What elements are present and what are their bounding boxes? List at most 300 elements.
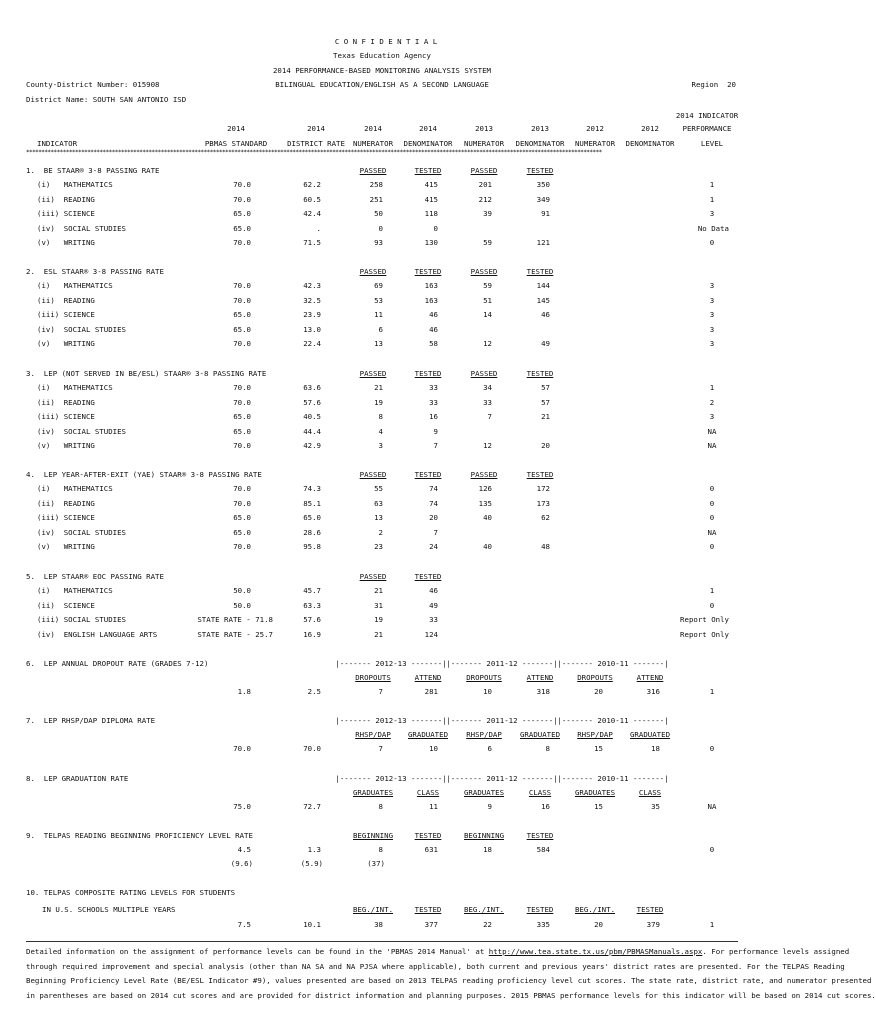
cell-value: 11 <box>429 802 438 811</box>
cell-d14: 24 <box>429 542 438 551</box>
column-subheader: ATTEND <box>414 673 442 682</box>
col-den12-year: 2012 <box>641 124 659 133</box>
cell-n13: 126 <box>478 484 492 494</box>
indicator-row-label: (ii) READING <box>37 397 95 407</box>
cell-value: 22 <box>483 920 492 929</box>
cell-value: 584 <box>536 845 550 854</box>
cell-d14: 46 <box>429 310 438 320</box>
cell-n14: 21 <box>374 586 383 596</box>
column-subheader: BEGINNING <box>352 831 394 840</box>
column-subheader: RHSP/DAP <box>466 730 502 739</box>
column-subheader: TESTED <box>526 831 554 840</box>
cell-std: 65.0 <box>233 527 251 537</box>
cell-d13: 48 <box>541 542 550 551</box>
column-subheader-passed: PASSED <box>359 572 387 581</box>
performance-level: 1 <box>709 194 715 204</box>
cell-n14: 55 <box>374 484 383 494</box>
year-range-bracket: |------- 2010-11 -------| <box>557 716 669 725</box>
cell-n13: 40 <box>483 542 492 551</box>
cell-d13: 91 <box>541 209 550 219</box>
footer-note-line3: Beginning Proficiency Level Rate (BE/ESL Indicator #9), values presented are based on 2013 TELPAS reading proficiency level cut scores. The state rate, district rate, and numerator presented <box>26 976 872 985</box>
indicator-row-label: (iii) SCIENCE <box>37 310 95 320</box>
performance-level: 3 <box>709 281 715 291</box>
column-subheader: ATTEND <box>636 673 664 682</box>
performance-level: 1 <box>709 687 715 696</box>
column-subheader-tested: TESTED <box>414 572 442 581</box>
cell-d14: 163 <box>424 295 438 305</box>
cell-value: 335 <box>536 920 550 929</box>
column-subheader: TESTED <box>526 905 554 914</box>
column-subheader: DROPOUTS <box>466 673 502 682</box>
col-num12-year: 2012 <box>586 124 604 133</box>
column-subheader: DROPOUTS <box>577 673 613 682</box>
cell-n13: 34 <box>483 383 492 393</box>
cell-value: 6 <box>487 744 492 753</box>
indicator-row-label: (v) WRITING <box>37 542 95 551</box>
cell-value: 9 <box>487 802 492 811</box>
column-subheader: TESTED <box>414 905 442 914</box>
year-range-bracket: |------- 2011-12 -------| <box>446 659 558 668</box>
indicator-row-label: (iv) ENGLISH LANGUAGE ARTS <box>37 629 158 639</box>
cell-value: 18 <box>483 845 492 854</box>
cell-value: 10 <box>429 744 438 753</box>
cell-d14: 7 <box>433 441 438 450</box>
cell-rate: 62.2 <box>303 180 321 190</box>
cell-value: 7 <box>378 744 383 753</box>
col-num14: NUMERATOR <box>352 139 394 148</box>
year-range-bracket: |------- 2012-13 -------| <box>335 716 447 725</box>
indicator-row-label: (i) MATHEMATICS <box>37 586 113 596</box>
cell-d14: 7 <box>433 527 438 537</box>
cell-n13: 212 <box>478 194 492 204</box>
column-subheader-passed: PASSED <box>359 267 387 276</box>
cell-rate: 95.8 <box>303 542 321 551</box>
performance-level: NA <box>707 426 717 436</box>
cell-value: 18 <box>651 744 660 753</box>
column-subheader-tested: TESTED <box>526 470 554 479</box>
performance-level: Report Only <box>680 629 729 639</box>
cell-n14: 69 <box>374 281 383 291</box>
cell-n13: 7 <box>487 412 492 422</box>
cell-d14: 58 <box>429 339 438 348</box>
cell-n13: 12 <box>483 441 492 450</box>
cell-value: 1.3 <box>307 845 321 854</box>
cell-std: 65.0 <box>233 209 251 219</box>
column-subheader: GRADUATES <box>352 788 394 797</box>
cell-value: 20 <box>594 687 603 696</box>
cell-std: 65.0 <box>233 412 251 422</box>
cell-d13: 20 <box>541 441 550 450</box>
cell-n13: 39 <box>483 209 492 219</box>
indicator-row-label: (i) MATHEMATICS <box>37 180 113 190</box>
cell-d14: 46 <box>429 324 438 334</box>
performance-level: 3 <box>709 209 715 219</box>
year-range-bracket: |------- 2012-13 -------| <box>335 659 447 668</box>
column-subheader: BEG./INT. <box>574 905 616 914</box>
indicator-section-title: 7. LEP RHSP/DAP DIPLOMA RATE <box>26 716 156 725</box>
cell-value: 377 <box>424 920 438 929</box>
indicator-row-label: (v) WRITING <box>37 238 95 247</box>
cell-std: STATE RATE - 71.8 <box>197 615 273 625</box>
cell-std: 70.0 <box>233 397 251 407</box>
performance-level: 0 <box>709 600 715 610</box>
cell-value: 16 <box>541 802 550 811</box>
cell-value: 8 <box>378 845 383 854</box>
cell-d14: 49 <box>429 600 438 610</box>
cell-value: 8 <box>545 744 550 753</box>
cell-std: 70.0 <box>233 542 251 551</box>
cell-n14: 21 <box>374 629 383 639</box>
cell-d13: 21 <box>541 412 550 422</box>
cell-value: 318 <box>536 687 550 696</box>
column-subheader: GRADUATED <box>519 730 561 739</box>
indicator-row-label: (iv) SOCIAL STUDIES <box>37 324 126 334</box>
performance-level: No Data <box>697 223 729 233</box>
cell-rate: . <box>316 223 321 233</box>
performance-level: 1 <box>709 920 715 929</box>
column-subheader: CLASS <box>528 788 552 797</box>
confidential-banner: C O N F I D E N T I A L <box>334 37 438 46</box>
cell-value: 72.7 <box>303 802 321 811</box>
col-num13: NUMERATOR <box>463 139 505 148</box>
column-subheader-tested: TESTED <box>414 470 442 479</box>
cell-std: 70.0 <box>233 383 251 393</box>
column-subheader: CLASS <box>416 788 440 797</box>
cell-d13: 62 <box>541 513 550 523</box>
cell-d13: 350 <box>536 180 550 190</box>
cell-n13: 40 <box>483 513 492 523</box>
column-subheader-passed: PASSED <box>470 369 498 378</box>
cell-value: 10.1 <box>303 920 321 929</box>
col-standard: PBMAS STANDARD <box>204 139 268 148</box>
footer-note-line2: through required improvement and special analysis (other than NA SA and NA PJSA where applicable), both current and previous years' district rates are presented. For the TELPAS Reading <box>26 962 845 971</box>
cell-value: 10 <box>483 687 492 696</box>
cell-d13: 57 <box>541 383 550 393</box>
cell-std: 65.0 <box>233 324 251 334</box>
column-subheader: GRADUATES <box>574 788 616 797</box>
column-subheader-passed: PASSED <box>359 369 387 378</box>
column-subheader: ATTEND <box>526 673 554 682</box>
column-subheader-passed: PASSED <box>470 470 498 479</box>
cell-n14: 6 <box>378 324 383 334</box>
cell-std: 70.0 <box>233 498 251 508</box>
indicator-row-label: (iii) SCIENCE <box>37 513 95 523</box>
indicator-row-label: (v) WRITING <box>37 441 95 450</box>
footer-rule <box>26 941 738 942</box>
col-num14-year: 2014 <box>364 124 382 133</box>
cell-rate: 42.3 <box>303 281 321 291</box>
cell-n14: 258 <box>369 180 383 190</box>
col-level-line1: 2014 INDICATOR <box>675 111 739 120</box>
cell-rate: 63.3 <box>303 600 321 610</box>
column-subheader-passed: PASSED <box>470 166 498 175</box>
indicator-row-label: (iv) SOCIAL STUDIES <box>37 527 126 537</box>
cell-d14: 9 <box>433 426 438 436</box>
pbmas-manual-link[interactable]: http://www.tea.state.tx.us/pbm/PBMASManuals.aspx <box>488 947 703 956</box>
col-rate-year: 2014 <box>307 124 325 133</box>
cell-n14: 4 <box>378 426 383 436</box>
indicator-section-title: 2. ESL STAAR® 3-8 PASSING RATE <box>26 267 164 276</box>
col-level-line2: PERFORMANCE <box>682 124 732 133</box>
year-range-bracket: |------- 2011-12 -------| <box>446 774 558 783</box>
cell-d14: 74 <box>429 484 438 494</box>
cell-value: 20 <box>594 920 603 929</box>
indicator-row-label: (ii) READING <box>37 498 95 508</box>
column-subheader-tested: TESTED <box>414 166 442 175</box>
cell-std: 65.0 <box>233 310 251 320</box>
cell-d14: 33 <box>429 397 438 407</box>
cell-value: 7.5 <box>237 920 251 929</box>
performance-level: 2 <box>709 397 715 407</box>
column-subheader: TESTED <box>636 905 664 914</box>
cell-n13: 59 <box>483 281 492 291</box>
cell-d14: 20 <box>429 513 438 523</box>
program-title: BILINGUAL EDUCATION/ENGLISH AS A SECOND LANGUAGE <box>275 80 489 89</box>
column-subheader: TESTED <box>414 831 442 840</box>
cell-rate: 71.5 <box>303 238 321 247</box>
indicator-row-label: (ii) READING <box>37 194 95 204</box>
indicator-section-title: 6. LEP ANNUAL DROPOUT RATE (GRADES 7-12) <box>26 659 209 668</box>
cell-d14: 130 <box>424 238 438 247</box>
col-den14: DENOMINATOR <box>403 139 453 148</box>
indicator-section-title: 8. LEP GRADUATION RATE <box>26 774 129 783</box>
col-indicator: INDICATOR <box>37 139 78 148</box>
cell-2014-cut-score: (9.6) <box>230 859 253 868</box>
performance-level: Report Only <box>680 615 729 625</box>
column-subheader-passed: PASSED <box>470 267 498 276</box>
cell-std: 70.0 <box>233 194 251 204</box>
performance-level: 0 <box>709 542 715 551</box>
cell-rate: 28.6 <box>303 527 321 537</box>
cell-rate: 74.3 <box>303 484 321 494</box>
performance-level: 1 <box>709 383 715 393</box>
cell-n14: 63 <box>374 498 383 508</box>
cell-2014-cut-score: (37) <box>367 859 385 868</box>
cell-value: 70.0 <box>233 744 251 753</box>
column-subheader-tested: TESTED <box>414 369 442 378</box>
year-range-bracket: |------- 2010-11 -------| <box>557 659 669 668</box>
performance-level: 0 <box>709 484 715 494</box>
performance-level: 0 <box>709 845 715 854</box>
performance-level: 0 <box>709 744 715 753</box>
column-subheader: BEG./INT. <box>352 905 394 914</box>
cell-rate: 85.1 <box>303 498 321 508</box>
col-num12: NUMERATOR <box>574 139 616 148</box>
cell-rate: 44.4 <box>303 426 321 436</box>
performance-level: 3 <box>709 295 715 305</box>
cell-n14: 93 <box>374 238 383 247</box>
column-subheader: CLASS <box>638 788 662 797</box>
column-subheader: BEGINNING <box>463 831 505 840</box>
column-subheader: BEG./INT. <box>463 905 505 914</box>
cell-std: 50.0 <box>233 600 251 610</box>
cell-rate: 23.9 <box>303 310 321 320</box>
cell-n13: 135 <box>478 498 492 508</box>
cell-std: 50.0 <box>233 586 251 596</box>
year-range-bracket: |------- 2012-13 -------| <box>335 774 447 783</box>
cell-n14: 3 <box>378 441 383 450</box>
cell-std: 70.0 <box>233 180 251 190</box>
cell-n14: 0 <box>378 223 383 233</box>
performance-level: 0 <box>709 513 715 523</box>
col-level-line3: LEVEL <box>700 139 724 148</box>
footer-note-line1: Detailed information on the assignment of performance levels can be found in the 'PBMAS 2014 Manual' at http://www.tea.state.tx.us/pbm/PBMASManuals.aspx. For performance levels assigned <box>26 947 850 956</box>
cell-rate: 57.6 <box>303 397 321 407</box>
indicator-row-label: (i) MATHEMATICS <box>37 281 113 291</box>
cell-value: 1.8 <box>237 687 251 696</box>
cell-d14: 33 <box>429 383 438 393</box>
cell-n14: 50 <box>374 209 383 219</box>
cell-rate: 40.5 <box>303 412 321 422</box>
performance-level: NA <box>707 441 717 450</box>
column-subheader: GRADUATED <box>407 730 449 739</box>
column-subheader-passed: PASSED <box>359 166 387 175</box>
indicator-section-title-cont: IN U.S. SCHOOLS MULTIPLE YEARS <box>42 905 176 914</box>
cell-std: 70.0 <box>233 238 251 247</box>
cell-d13: 46 <box>541 310 550 320</box>
cell-2014-cut-score: (5.9) <box>300 859 323 868</box>
indicator-section-title: 5. LEP STAAR® EOC PASSING RATE <box>26 572 164 581</box>
cell-d13: 173 <box>536 498 550 508</box>
cell-d14: 33 <box>429 615 438 625</box>
cell-d14: 16 <box>429 412 438 422</box>
cell-n14: 8 <box>378 412 383 422</box>
cell-value: 2.5 <box>307 687 321 696</box>
cell-d13: 57 <box>541 397 550 407</box>
cell-d14: 415 <box>424 194 438 204</box>
cell-rate: 63.6 <box>303 383 321 393</box>
cell-rate: 16.9 <box>303 629 321 639</box>
indicator-row-label: (iv) SOCIAL STUDIES <box>37 426 126 436</box>
performance-level: NA <box>707 527 717 537</box>
cell-n14: 13 <box>374 339 383 348</box>
cell-n14: 13 <box>374 513 383 523</box>
cell-std: 70.0 <box>233 441 251 450</box>
performance-level: 1 <box>709 586 715 596</box>
county-district-number: County-District Number: 015908 <box>26 80 160 89</box>
cell-d13: 49 <box>541 339 550 348</box>
cell-n14: 19 <box>374 397 383 407</box>
performance-level: 3 <box>709 310 715 320</box>
district-name: District Name: SOUTH SAN ANTONIO ISD <box>26 95 187 104</box>
cell-value: 15 <box>594 744 603 753</box>
cell-rate: 42.4 <box>303 209 321 219</box>
cell-d14: 118 <box>424 209 438 219</box>
indicator-row-label: (i) MATHEMATICS <box>37 484 113 494</box>
column-subheader-tested: TESTED <box>526 369 554 378</box>
cell-n14: 251 <box>369 194 383 204</box>
cell-d14: 46 <box>429 586 438 596</box>
cell-n14: 21 <box>374 383 383 393</box>
indicator-row-label: (iv) SOCIAL STUDIES <box>37 223 126 233</box>
indicator-row-label: (iii) SOCIAL STUDIES <box>37 615 126 625</box>
cell-d13: 349 <box>536 194 550 204</box>
column-subheader: GRADUATES <box>463 788 505 797</box>
cell-n13: 33 <box>483 397 492 407</box>
column-subheader-tested: TESTED <box>526 166 554 175</box>
cell-value: 70.0 <box>303 744 321 753</box>
indicator-row-label: (v) WRITING <box>37 339 95 348</box>
cell-d14: 163 <box>424 281 438 291</box>
cell-value: 75.0 <box>233 802 251 811</box>
column-subheader: RHSP/DAP <box>355 730 391 739</box>
cell-std: 70.0 <box>233 484 251 494</box>
indicator-section-title: 3. LEP (NOT SERVED IN BE/ESL) STAAR® 3-8 PASSING RATE <box>26 369 267 378</box>
cell-n14: 2 <box>378 527 383 537</box>
cell-n13: 14 <box>483 310 492 320</box>
cell-rate: 65.0 <box>303 513 321 523</box>
cell-std: 70.0 <box>233 281 251 291</box>
indicator-section-title: 4. LEP YEAR-AFTER-EXIT (YAE) STAAR® 3-8 PASSING RATE <box>26 470 262 479</box>
col-standard-year: 2014 <box>227 124 245 133</box>
cell-d13: 172 <box>536 484 550 494</box>
col-den13: DENOMINATOR <box>515 139 565 148</box>
cell-d14: 74 <box>429 498 438 508</box>
cell-rate: 42.9 <box>303 441 321 450</box>
column-subheader-tested: TESTED <box>414 267 442 276</box>
column-subheader-tested: TESTED <box>526 267 554 276</box>
indicator-row-label: (iii) SCIENCE <box>37 209 95 219</box>
cell-n14: 11 <box>374 310 383 320</box>
cell-n13: 201 <box>478 180 492 190</box>
cell-value: 316 <box>646 687 660 696</box>
performance-level: 1 <box>709 180 715 190</box>
agency-name: Texas Education Agency <box>333 51 431 60</box>
col-num13-year: 2013 <box>475 124 493 133</box>
cell-value: 15 <box>594 802 603 811</box>
indicator-row-label: (iii) SCIENCE <box>37 412 95 422</box>
cell-value: 281 <box>424 687 438 696</box>
cell-std: STATE RATE - 25.7 <box>197 629 273 639</box>
col-den13-year: 2013 <box>531 124 549 133</box>
column-subheader-passed: PASSED <box>359 470 387 479</box>
cell-std: 65.0 <box>233 513 251 523</box>
indicator-section-title: 1. BE STAAR® 3-8 PASSING RATE <box>26 166 160 175</box>
cell-n13: 51 <box>483 295 492 305</box>
cell-value: 631 <box>424 845 438 854</box>
cell-std: 70.0 <box>233 295 251 305</box>
performance-level: 3 <box>709 412 715 422</box>
indicator-section-title: 10. TELPAS COMPOSITE RATING LEVELS FOR STUDENTS <box>26 888 236 897</box>
col-rate: DISTRICT RATE <box>287 139 345 148</box>
cell-value: 35 <box>651 802 660 811</box>
cell-std: 65.0 <box>233 223 251 233</box>
col-den14-year: 2014 <box>419 124 437 133</box>
performance-level: NA <box>707 802 717 811</box>
column-subheader: GRADUATED <box>629 730 671 739</box>
cell-d13: 121 <box>536 238 550 247</box>
cell-n13: 59 <box>483 238 492 247</box>
performance-level: 3 <box>709 324 715 334</box>
cell-n14: 53 <box>374 295 383 305</box>
indicator-section-title: 9. TELPAS READING BEGINNING PROFICIENCY LEVEL RATE <box>26 831 253 840</box>
system-title: 2014 PERFORMANCE-BASED MONITORING ANALYSIS SYSTEM <box>272 66 492 75</box>
cell-value: 7 <box>378 687 383 696</box>
footer-note-line4: in parentheses are based on 2014 cut scores and are provided for district information and planning purposes. 2015 PBMAS performance levels for this indicator will be based on 2014 cut scores. <box>26 991 876 1000</box>
cell-d13: 144 <box>536 281 550 291</box>
region-label: Region 20 <box>691 80 736 89</box>
cell-d14: 415 <box>424 180 438 190</box>
performance-level: 0 <box>709 238 715 247</box>
indicator-row-label: (i) MATHEMATICS <box>37 383 113 393</box>
cell-n14: 19 <box>374 615 383 625</box>
cell-rate: 13.0 <box>303 324 321 334</box>
cell-value: 8 <box>378 802 383 811</box>
performance-level: 3 <box>709 339 715 348</box>
cell-d13: 145 <box>536 295 550 305</box>
cell-rate: 57.6 <box>303 615 321 625</box>
cell-value: 379 <box>646 920 660 929</box>
